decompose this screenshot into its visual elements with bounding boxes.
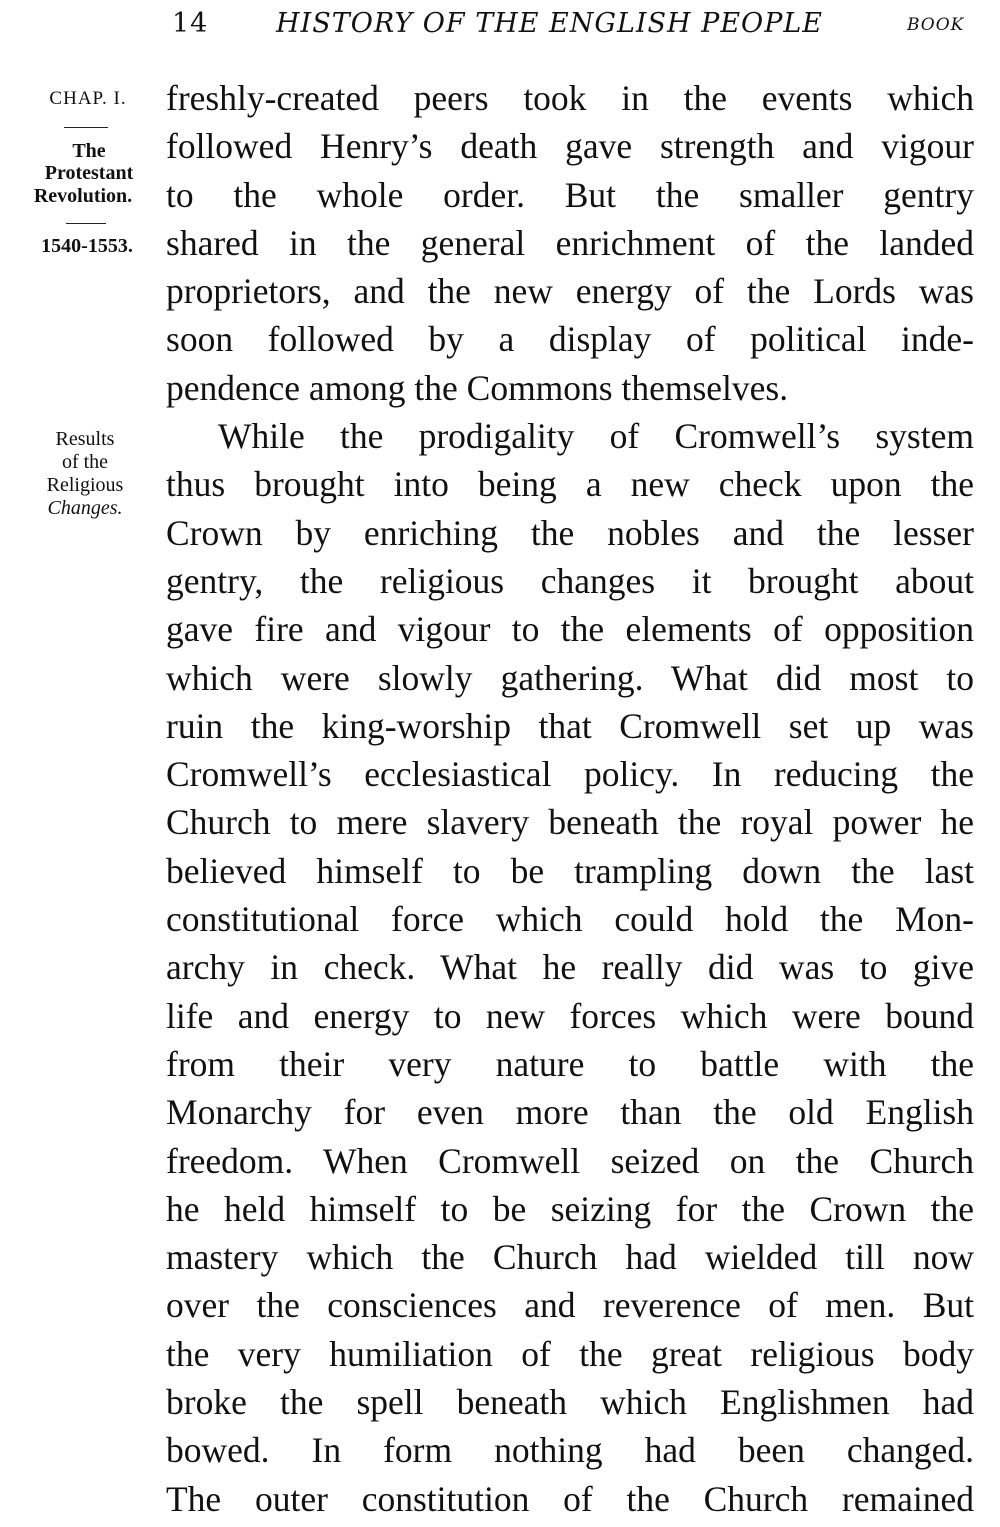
text-line: pendence among the Commons themselves. xyxy=(166,367,789,408)
book-label: BOOK xyxy=(907,15,965,35)
body-text xyxy=(166,74,974,1523)
text-line: proprietors, and the new energy of the Lords was xyxy=(166,271,974,312)
page-number: 14 xyxy=(172,8,209,39)
text-line: ruin the king-worship that Cromwell set up was xyxy=(166,705,974,746)
years-label: 1540-1553. xyxy=(41,235,133,257)
topic-line-1: The xyxy=(72,140,106,162)
text-line: gentry, the religious changes it brought about xyxy=(166,560,974,601)
running-title: HISTORY OF THE ENGLISH PEOPLE xyxy=(276,8,823,39)
text-line: from their very nature to battle with the xyxy=(166,1043,974,1084)
text-line: soon followed by a display of political inde- xyxy=(166,319,974,360)
text-line: freshly-created peers took in the events which xyxy=(166,78,974,118)
text-line: thus brought into being a new check upon the xyxy=(166,464,974,505)
text-line: mastery which the Church had wielded till now xyxy=(166,1237,974,1278)
running-head xyxy=(0,2,1000,46)
chapter-label: CHAP. I. xyxy=(49,88,127,109)
text-line: Crown by enriching the nobles and the lesser xyxy=(166,512,974,553)
topic-line-2: Protestant xyxy=(44,162,134,184)
text-line: archy in check. What he really did was to give xyxy=(166,947,974,988)
topic-line-3: Revolution. xyxy=(33,185,133,207)
side-note-line-1: Results xyxy=(55,428,115,450)
text-line: Church to mere slavery beneath the royal power he xyxy=(166,802,974,843)
text-line: the very humiliation of the great religious body xyxy=(166,1333,974,1374)
text-line: While the prodigality of Cromwell’s system xyxy=(218,416,974,457)
text-line: he held himself to be seizing for the Crown the xyxy=(166,1188,974,1229)
text-line: over the consciences and reverence of men. But xyxy=(166,1285,974,1326)
text-line: bowed. In form nothing had been changed. xyxy=(166,1430,974,1471)
text-line: freedom. When Cromwell seized on the Church xyxy=(166,1140,974,1181)
text-line: life and energy to new forces which were bound xyxy=(166,995,974,1036)
side-note-line-4: Changes. xyxy=(47,497,123,519)
text-line: constitutional force which could hold the Mon- xyxy=(166,899,974,940)
text-line: Cromwell’s ecclesiastical policy. In reducing the xyxy=(166,754,974,795)
text-line: believed himself to be trampling down the last xyxy=(166,850,974,891)
text-line: broke the spell beneath which Englishmen had xyxy=(166,1382,974,1423)
margin-rule xyxy=(64,127,108,128)
text-line: gave fire and vigour to the elements of opposition xyxy=(166,609,974,650)
text-line: The outer constitution of the Church remained xyxy=(166,1478,974,1519)
text-line: followed Henry’s death gave strength and vigour xyxy=(166,126,974,167)
margin-rule xyxy=(66,223,106,224)
side-note-line-3: Religious xyxy=(46,474,124,496)
text-line: which were slowly gathering. What did most to xyxy=(166,657,974,698)
text-line: Monarchy for even more than the old English xyxy=(166,1092,974,1133)
text-line: shared in the general enrichment of the landed xyxy=(166,222,974,263)
text-line: to the whole order. But the smaller gentry xyxy=(166,174,974,215)
side-note-line-2: of the xyxy=(61,451,109,473)
